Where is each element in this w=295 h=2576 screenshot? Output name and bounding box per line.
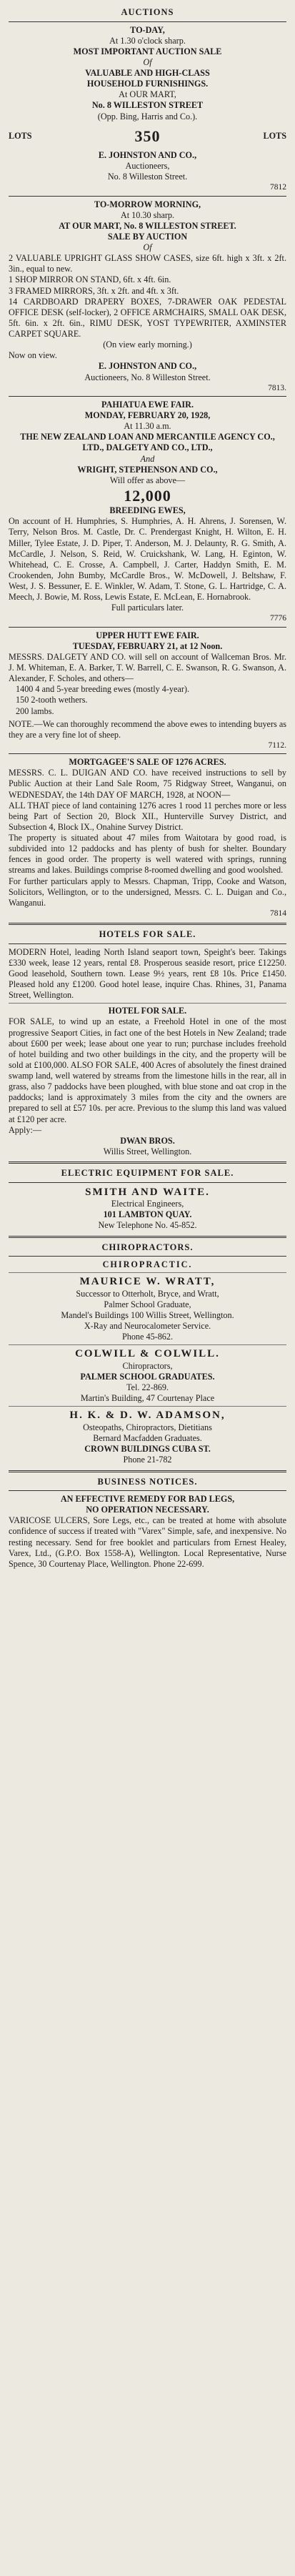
ad-line: No. 8 Willeston Street. [107, 172, 188, 182]
hotels-heading: HOTELS FOR SALE. [99, 929, 196, 940]
lots-count: 350 [134, 127, 161, 145]
ad-line: AN EFFECTIVE REMEDY FOR BAD LEGS, [60, 1494, 235, 1505]
ad-line: Full particulars later. [111, 603, 184, 613]
section-divider [9, 1161, 286, 1164]
ad-line: MOST IMPORTANT AUCTION SALE [73, 46, 222, 56]
section-divider [9, 923, 286, 925]
ad-line: Successor to Otterholt, Bryce, and Wratt, [76, 1288, 219, 1299]
hotel-ad-freehold [9, 1006, 286, 1157]
divider [9, 753, 286, 754]
ad-line: TO-DAY, [130, 24, 165, 35]
ad-line: Auctioneers, No. 8 Willeston Street. [84, 372, 211, 382]
ad-line: Now on view. [9, 350, 57, 361]
ad-line: And [140, 453, 155, 464]
divider [9, 1490, 286, 1491]
ad-line: 1400 4 and 5-year breeding ewes (mostly 4-year). [16, 684, 189, 695]
practitioner-name: H. K. & D. W. ADAMSON, [69, 1410, 226, 1422]
ad-line: E. JOHNSTON AND CO., [98, 361, 197, 372]
divider [9, 1406, 286, 1407]
practitioner-name: COLWILL & COLWILL. [75, 1348, 220, 1360]
ad-line: Auctioneers, [125, 161, 170, 172]
lots-label-left: LOTS [9, 130, 32, 141]
ad-line: Bernard Macfadden Graduates. [93, 1433, 202, 1444]
ad-line: Of [143, 56, 152, 67]
sale-item: 14 CARDBOARD DRAPERY BOXES, 7-DRAWER OAK PEDESTAL OFFICE DESK (self-locker), 2 OFFICE ARMCHAIRS, SMALL OAK DESK, 5ft. 6in. x 2ft. 6in., RIMU DESK, YOST TYPEWRITER, AXMINSTER CARPET SQUARE. [9, 296, 286, 340]
sub-heading: CHIROPRACTIC. [102, 1259, 193, 1269]
ad-line: AT OUR MART, No. 8 WILLESTON STREET. [59, 220, 236, 231]
ad-line: WRIGHT, STEPHENSON AND CO., [77, 464, 218, 475]
ad-line: MONDAY, FEBRUARY 20, 1928, [84, 410, 211, 421]
ad-line: Martin's Building, 47 Courtenay Place [80, 1393, 215, 1404]
ad-line: Phone 45-862. [121, 1332, 174, 1342]
ad-body: On account of H. Humphries, S. Humphries, A. H. Ahrens, J. Sorensen, W. Terry, Nelson Bros. M. Castle, Dr. C. Prendergast Knight, H. Wilton, E. H. Miller, Tylee Estate, J. D. Piper, T. Anderson, M. J. Delaunty, R. G. Smith, A. McCardle, J. Nelson, S. Reid, W. Cruickshank, W. Lang, H. Eginton, W. Whitehead, C. E. Crosse, A. Campbell, J. Carter, Haddyn Smith, E. M. Crookenden, John Bumby, McCardle Bros., W. McDowell, J. Beltshaw, F. West, J. S. Bessuner, E. E. Winkler, W. Adam, T. Stone, G. L. Hartridge, C. A. Meech, J. Bowie, M. Ross, Lewis Estate, E. McLean, E. Hornabrook. [9, 516, 286, 603]
ad-line: (On view early morning.) [103, 340, 192, 350]
ad-line: Electrical Engineers, [111, 1199, 184, 1209]
ad-line: Willis Street, Wellington. [103, 1146, 192, 1156]
ad-reference: 7814 [270, 908, 286, 918]
ad-line: Of [143, 242, 152, 253]
ad-line: TUESDAY, FEBRUARY 21, at 12 Noon. [72, 640, 223, 651]
hotel-ad-modern [9, 947, 286, 1001]
divider [9, 627, 286, 628]
ad-body: VARICOSE ULCERS, Sore Legs, etc., can be treated at home with absolute confidence of success if treated with "Varex" Simple, safe, and inexpensive. No resting necessary. Send for free booklet and particulars from Ernest Healey, Varex, Ltd., (G.P.O. Box 1558-A), Wellington. Local Representative, Nurse Spence, 30 Courtenay Place, Wellington. Phone 22-699. [9, 1515, 286, 1569]
ad-line: 101 LAMBTON QUAY. [103, 1209, 192, 1220]
ad-body: MESSRS. DALGETY AND CO. will sell on account of Wallceman Bros. Mr. J. M. Whiteman, E. A. Barker, T. W. Barrell, C. E. Swanson, R. G. Swanson, A. Alexander, F. Scholes, and others— [9, 651, 286, 684]
ad-body: For further particulars apply to Messrs. Chapman, Tripp, Cooke and Watson, Solicitors, Wellington, or to the undersigned, Messrs. C. L. Duigan and Co., Wanganui. [9, 876, 286, 908]
divider [9, 21, 286, 22]
ad-line: At 11.30 a.m. [124, 421, 171, 432]
ad-line: HOUSEHOLD FURNISHINGS. [86, 79, 209, 89]
sale-item: 3 FRAMED MIRRORS, 3ft. x 2ft. and 4ft. x 3ft. [9, 285, 179, 296]
chiro-ad-adamson [9, 1409, 286, 1465]
divider [9, 396, 286, 397]
auction-ad-upper-hutt [9, 630, 286, 751]
auction-ad-mortgagee [9, 757, 286, 918]
ad-line: X-Ray and Neurocalometer Service. [84, 1321, 211, 1332]
ad-reference: 7813. [268, 383, 286, 392]
auction-ad-pahiatua [9, 400, 286, 624]
ad-line: TO-MORROW MORNING, [94, 199, 201, 209]
ad-line: VALUABLE AND HIGH-CLASS [85, 68, 210, 78]
chiro-ad-colwill [9, 1347, 286, 1404]
ad-reference: 7776 [270, 614, 286, 623]
ad-line: No. 8 WILLESTON STREET [91, 100, 204, 111]
ad-line: (Opp. Bing, Harris and Co.). [97, 111, 198, 122]
lots-row [9, 127, 286, 146]
ad-line: Will offer as above— [109, 475, 186, 485]
ewe-count: 12,000 [124, 486, 171, 505]
divider [9, 943, 286, 944]
ad-line: DWAN BROS. [120, 1135, 175, 1146]
ad-line: At OUR MART, [119, 89, 176, 100]
auction-ad-showcases [9, 199, 286, 393]
auctions-heading: AUCTIONS [121, 7, 174, 17]
chiro-ad-wratt [9, 1275, 286, 1342]
ad-line: New Telephone No. 45-852. [98, 1220, 197, 1231]
electric-ad [9, 1186, 286, 1232]
ad-line: Tel. 22-869. [126, 1382, 169, 1393]
ad-line: Palmer School Graduate, [104, 1299, 191, 1309]
lots-label-right: LOTS [263, 130, 286, 141]
ad-reference: 7112. [268, 740, 286, 750]
ad-line: Chiropractors, [122, 1360, 173, 1371]
ad-line: Apply:— [9, 1124, 42, 1135]
sale-item: 1 SHOP MIRROR ON STAND, 6ft. x 4ft. 6in. [9, 274, 171, 285]
ad-line: PALMER SCHOOL GRADUATES. [80, 1372, 215, 1382]
ad-line: HOTEL FOR SALE. [108, 1006, 187, 1016]
ad-line: THE NEW ZEALAND LOAN AND MERCANTILE AGENCY CO., LTD., DALGETY AND CO., LTD., [20, 432, 275, 453]
section-divider [9, 1236, 286, 1238]
divider [9, 196, 286, 197]
divider [9, 1182, 286, 1183]
electric-heading: ELECTRIC EQUIPMENT FOR SALE. [61, 1168, 234, 1179]
ad-body: MODERN Hotel, leading North Island seaport town, Speight's beer. Takings £330 week, lease 12 years, rental £8. Prosperous seaside resort, price £12250. Good leasehold, Southern town. Lease 9½ years, rent £8 10s. Price £1450. Pleased hold any £1200. Good hotel lease, inquire Chas. Rhines, 31, Panama Street, Wellington. [9, 946, 286, 1001]
practitioner-name: MAURICE W. WRATT, [79, 1276, 216, 1288]
ad-line: MORTGAGEE'S SALE OF 1276 ACRES. [69, 757, 226, 768]
ad-line: NO OPERATION NECESSARY. [86, 1505, 209, 1515]
chiropractors-heading: CHIROPRACTORS. [101, 1242, 194, 1252]
ad-line: At 1.30 o'clock sharp. [109, 35, 186, 46]
ad-line: 200 lambs. [16, 705, 54, 716]
ad-body: MESSRS. C. L. DUIGAN AND CO. have received instructions to sell by Public Auction at their Land Sale Room, 75 Ridgway Street, Wanganui, on WEDNESDAY, the 14th DAY OF MARCH, 1928, at NOON— [9, 768, 286, 800]
ad-line: 150 2-tooth wethers. [16, 695, 88, 705]
ad-body: The property is situated about 47 miles from Waitotara by good road, is subdivided into 12 paddocks and has plenty of bush for shelter. Boundary fences in good order. The property is well watered with springs, running streams and lakes. Buildings comprise 8-roomed dwelling and good woolshed. [9, 833, 286, 876]
ad-line: Osteopaths, Chiropractors, Dietitians [83, 1422, 212, 1433]
ad-note: NOTE.—We can thoroughly recommend the above ewes to intending buyers as they are a very fine lot of sheep. [9, 718, 286, 740]
ad-line: SALE BY AUCTION [107, 231, 188, 242]
ad-body: ALL THAT piece of land containing 1276 acres 1 rood 11 perches more or less being Part of Section 20, Block XII., Hunterville Survey District, and Subsection 4, Block IX., Onahine Survey District. [9, 800, 286, 832]
firm-name: SMITH AND WAITE. [85, 1186, 210, 1198]
business-heading: BUSINESS NOTICES. [97, 1476, 198, 1487]
section-divider [9, 1470, 286, 1472]
ad-reference: 7812 [270, 183, 286, 192]
divider [9, 1344, 286, 1345]
ad-line: PAHIATUA EWE FAIR. [101, 399, 194, 410]
ad-line: At 10.30 sharp. [120, 209, 175, 220]
auction-ad-furnishings [9, 25, 286, 193]
ad-line: UPPER HUTT EWE FAIR. [96, 630, 199, 640]
ad-line: Mandel's Buildings 100 Willis Street, Wellington. [61, 1309, 234, 1320]
business-ad-varex [9, 1494, 286, 1570]
ad-line: E. JOHNSTON AND CO., [98, 149, 197, 160]
ad-line: BREEDING EWES, [109, 505, 186, 516]
divider [9, 1003, 286, 1004]
ad-body: FOR SALE, to wind up an estate, a Freehold Hotel in one of the most progressive Seaport Cities, in fact one of the best Hotels in New Zealand; trade about £600 per week; lease about one year to run; purchase includes freehold of hotel building and two other buildings in the city, and the property will be sold at £100,000. ALSO FOR SALE, 400 Acres of absolutely the finest drained swamp land, well watered by streams from the limestone hills in the rear, all in grass, also 7 paddocks have been ploughed, with blue stone and oat crop in the paddocks; land is approximately 3 miles from the city and the owners are prepared to sell at £57 10s. per acre. Previous to the slump this land was valued at £120 per acre. [9, 1016, 286, 1124]
sale-item: 2 VALUABLE UPRIGHT GLASS SHOW CASES, size 6ft. high x 3ft. x 2ft. 3in., equal to new. [9, 253, 286, 274]
ad-line: CROWN BUILDINGS CUBA ST. [84, 1444, 211, 1455]
divider [9, 1272, 286, 1273]
ad-line: Phone 21-782 [123, 1455, 172, 1465]
divider [9, 1256, 286, 1257]
